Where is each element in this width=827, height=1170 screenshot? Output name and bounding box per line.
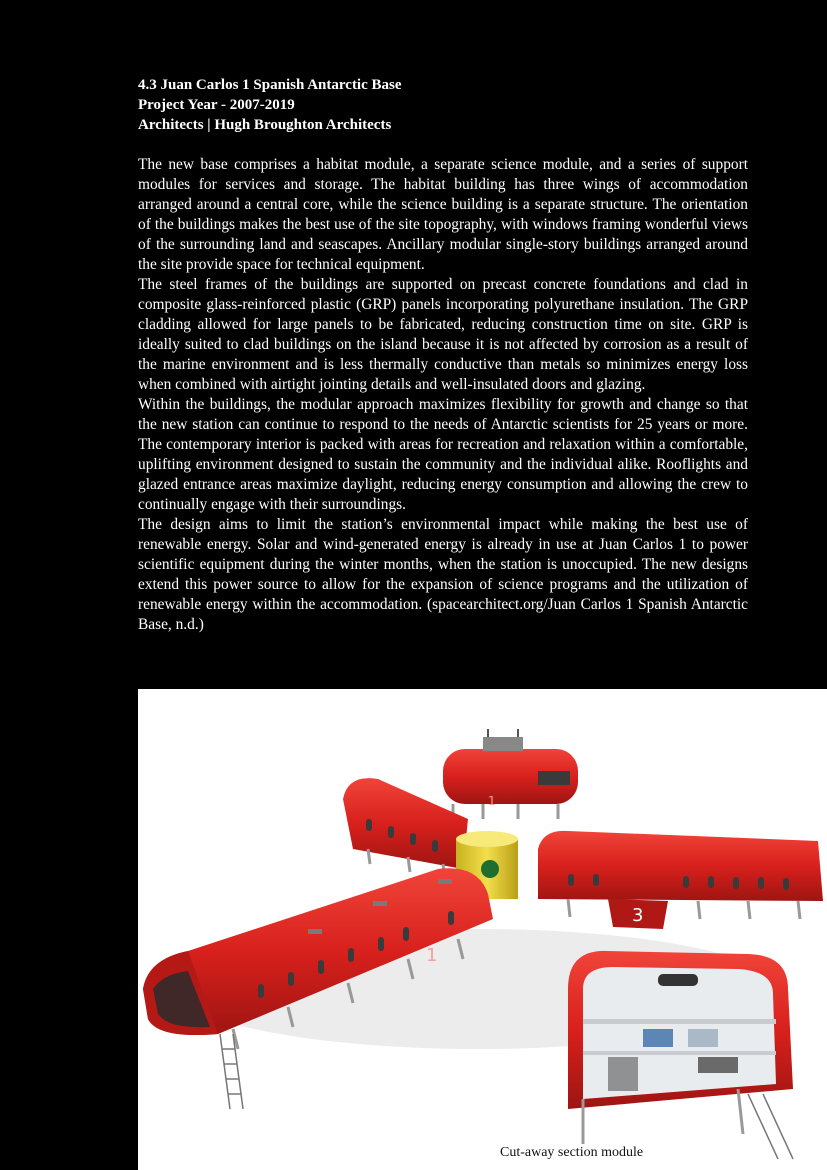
paragraph: The steel frames of the buildings are supported on precast concrete foundations and clad in composite glass-reinforced plastic (GRP) panels incorporating polyurethane insulation. The GRP cladding allowed for large panels to be fabricated, reducing construction time on site. GRP is ideally suited to clad buildings on the island because it is not affected by corrosion as a result of the marine environment and is less thermally conductive than metals so minimizes energy loss when combined with airtight jointing details and well-insulated doors and glazing. [138,276,748,393]
paragraph: Within the buildings, the modular approach maximizes flexibility for growth and change so that the new station can continue to respond to the needs of Antarctic scientists for 25 years or more. The contemporary interior is packed with areas for recreation and relaxation within a comfortable, uplifting environment designed to sustain the community and the individual alike. Rooflights and glazed entrance areas maximize daylight, reducing energy consumption and allowing the crew to continually engage with their surroundings. [138,396,748,513]
base-rendering-figure [138,689,827,1170]
module-number: 1 [426,945,438,966]
project-year: Project Year - 2007-2019 [138,97,295,113]
figure-caption: Cut-away section module [500,1145,644,1160]
entrance-stairs [220,1034,243,1109]
science-module [443,729,578,819]
body-text [138,155,748,635]
cutaway-section-module [568,951,793,1159]
module-number: 3 [632,905,644,926]
section-title: 4.3 Juan Carlos 1 Spanish Antarctic Base [138,77,402,93]
wing-right [538,831,823,929]
module-number: 1 [488,794,496,808]
paragraph: The new base comprises a habitat module, a separate science module, and a series of support modules for services and storage. The habitat building has three wings of accommodation arranged around a central core, while the science building is a separate structure. The orientation of the buildings makes the best use of the site topography, with windows framing wonderful views of the surrounding land and seascapes. Ancillary modular single-story buildings arranged around the site provide space for technical equipment. [138,156,748,273]
document-header [138,75,748,135]
architects-line: Architects | Hugh Broughton Architects [138,117,392,133]
paragraph: The design aims to limit the station’s environmental impact while making the best use of renewable energy. Solar and wind-generated energy is already in use at Juan Carlos 1 to power scientific equipment during the winter months, when the station is unoccupied. The new designs extend this power source to allow for the expansion of science programs and the utilization of renewable energy within the accommodation. (spacearchitect.org/Juan Carlos 1 Spanish Antarctic Base, n.d.) [138,516,748,633]
antarctic-base-illustration [138,689,827,1170]
